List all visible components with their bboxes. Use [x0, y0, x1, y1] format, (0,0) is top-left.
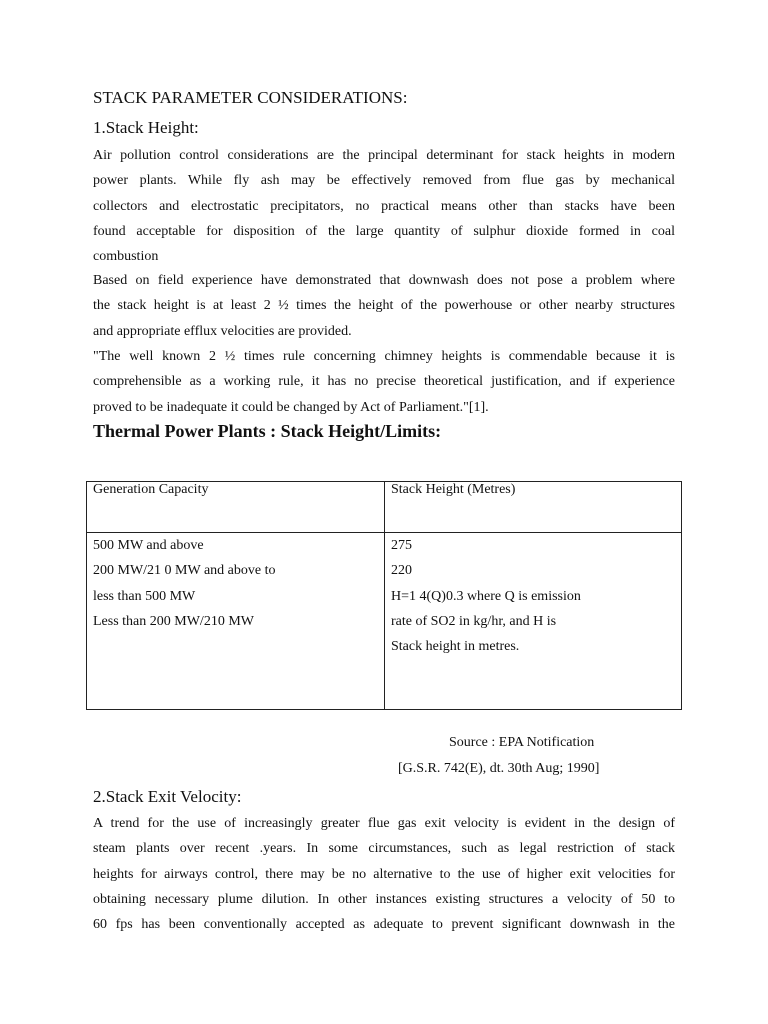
section-title-exit-velocity: 2.Stack Exit Velocity: [93, 787, 242, 806]
cell-line: 200 MW/21 0 MW and above to [93, 563, 276, 579]
text-line: 60 fps has been conventionally accepted as adequate to prevent significant downwash in the [93, 917, 675, 933]
paragraph-stack-height-quote [93, 344, 675, 420]
cell-line: Stack height in metres. [391, 639, 520, 655]
paragraph-stack-height-1 [93, 143, 675, 269]
text-line: comprehensible as a working rule, it has no precise theoretical justification, and if experience [93, 374, 675, 390]
source-line-1: Source : EPA Notification [449, 735, 595, 750]
text-line: power plants. While fly ash may be effectively removed from flue gas by mechanical [93, 173, 675, 189]
paragraph-exit-velocity [93, 811, 675, 937]
cell-line: H=1 4(Q)0.3 where Q is emission [391, 588, 581, 604]
text-line: "The well known 2 ½ times rule concerning chimney heights is commendable because it is [93, 349, 675, 364]
text-line: Air pollution control considerations are the principal determinant for stack heights in modern [93, 148, 675, 163]
cell-stack-height [385, 533, 682, 710]
table-row [87, 533, 682, 710]
cell-line: 220 [391, 563, 412, 579]
text-line: and appropriate efflux velocities are provided. [93, 323, 352, 339]
header-generation-capacity: Generation Capacity [87, 482, 385, 533]
stack-height-table [86, 481, 682, 710]
section-title-stack-height: 1.Stack Height: [93, 118, 199, 137]
text-line: heights for airways control, there may be no alternative to the use of higher exit velocities for [93, 866, 675, 882]
cell-line: less than 500 MW [93, 588, 196, 604]
cell-line: 275 [391, 538, 412, 553]
text-line: collectors and electrostatic precipitators, no practical means other than stacks have been [93, 198, 675, 214]
source-line-2: [G.S.R. 742(E), dt. 30th Aug; 1990] [398, 761, 600, 776]
text-line: the stack height is at least 2 ½ times the height of the powerhouse or other nearby structures [93, 298, 675, 314]
cell-line: 500 MW and above [93, 538, 204, 553]
header-stack-height: Stack Height (Metres) [385, 482, 682, 533]
text-line: steam plants over recent .years. In some circumstances, such as legal restriction of stack [93, 841, 675, 857]
text-line: Based on field experience have demonstrated that downwash does not pose a problem where [93, 273, 675, 288]
cell-line: Less than 200 MW/210 MW [93, 613, 254, 629]
text-line: combustion [93, 249, 159, 265]
table-header-row [87, 482, 682, 533]
cell-line: rate of SO2 in kg/hr, and H is [391, 613, 557, 629]
text-line: obtaining necessary plume dilution. In other instances existing structures a velocity of 50 to [93, 891, 675, 907]
table-title: Thermal Power Plants : Stack Height/Limits: [93, 421, 442, 441]
page-heading: STACK PARAMETER CONSIDERATIONS: [93, 88, 408, 107]
paragraph-stack-height-2 [93, 268, 675, 344]
text-line: found acceptable for disposition of the large quantity of sulphur dioxide formed in coal [93, 223, 675, 239]
text-line: proved to be inadequate it could be changed by Act of Parliament."[1]. [93, 399, 489, 415]
text-line: A trend for the use of increasingly greater flue gas exit velocity is evident in the design of [93, 816, 675, 831]
cell-generation-capacity [87, 533, 385, 710]
